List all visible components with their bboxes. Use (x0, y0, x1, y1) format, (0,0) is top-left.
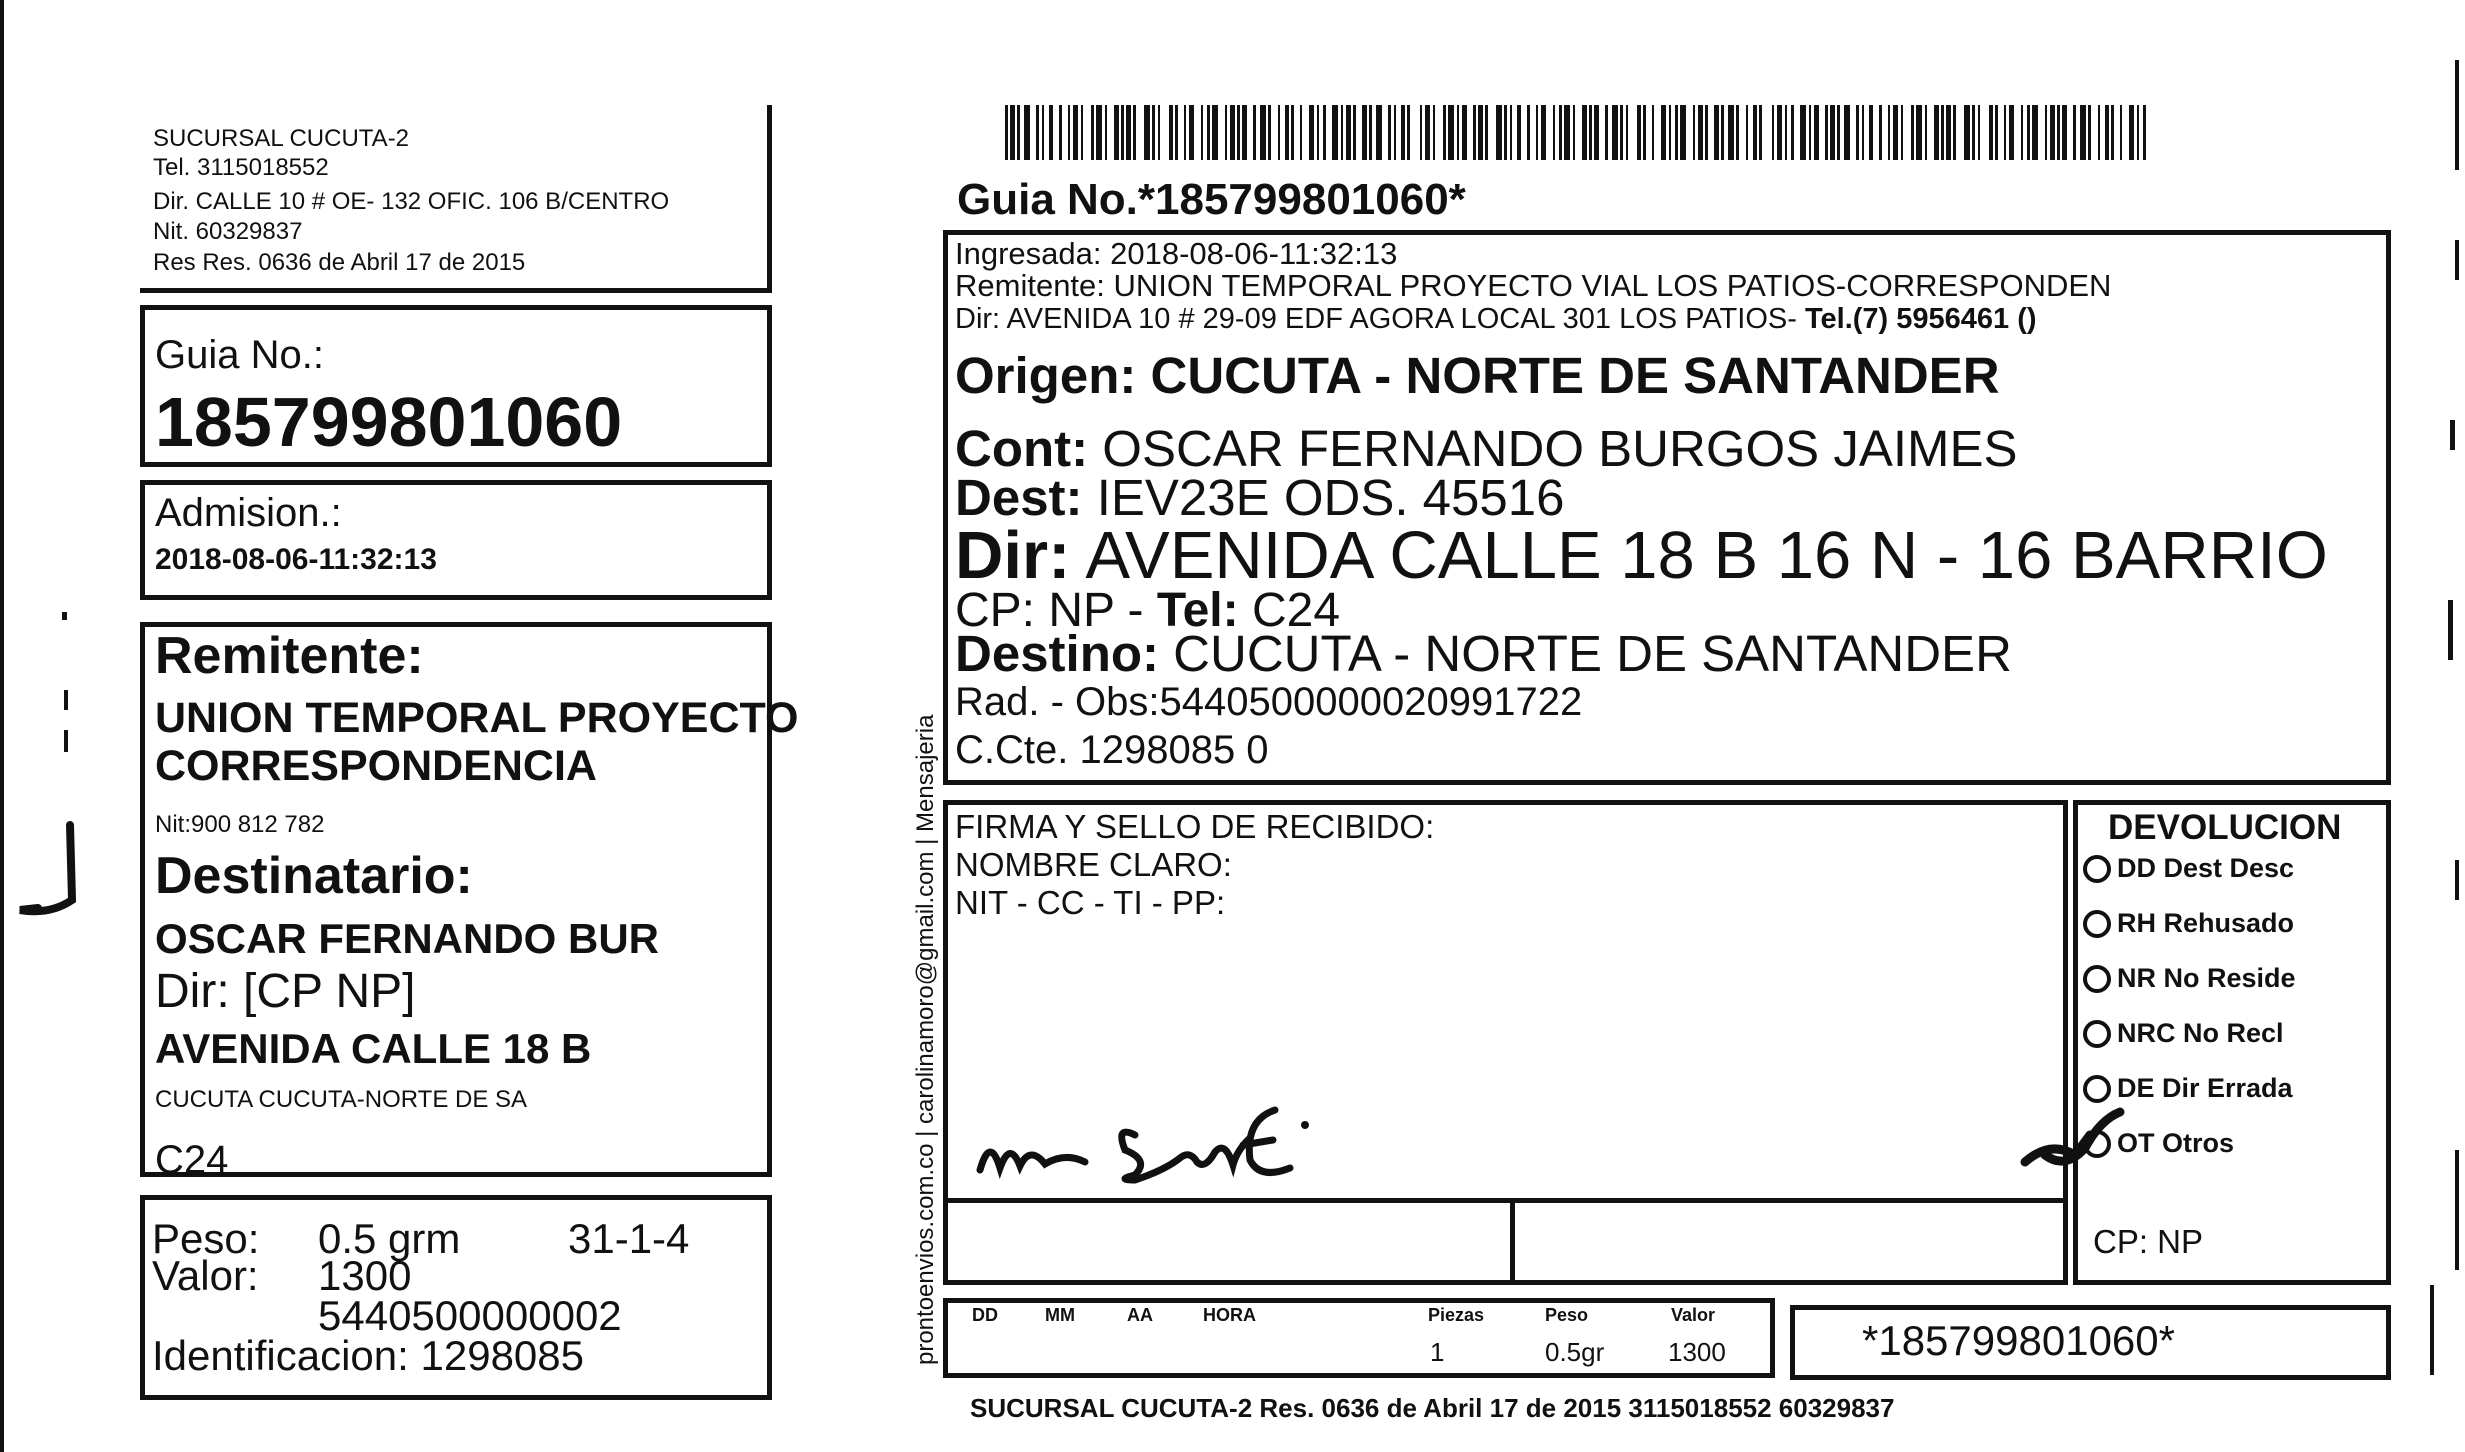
barcode-bar (1777, 105, 1782, 160)
barcode-bar (1753, 105, 1757, 160)
barcode-bar (2009, 105, 2014, 160)
remitente-label: Remitente: (155, 627, 424, 685)
barcode-bar (1964, 105, 1970, 160)
barcode-bar (1332, 105, 1338, 160)
destinatario-label: Destinatario: (155, 847, 473, 905)
barcode-bar (1714, 105, 1719, 160)
barcode-bar (1152, 105, 1155, 160)
left-edge-hook-icon (10, 820, 80, 930)
valor-value: 1300 (318, 1252, 412, 1299)
branch-res: Res Res. 0636 de Abril 17 de 2015 (153, 249, 526, 276)
barcode-bar (1582, 105, 1587, 160)
barcode-bar (1978, 105, 1980, 160)
barcode-bar (1879, 105, 1882, 160)
barcode-bar (1510, 105, 1512, 160)
barcode-bar (2143, 105, 2146, 160)
barcode-bar (2073, 105, 2076, 160)
barcode-bar (1564, 105, 1570, 160)
header-hora: HORA (1203, 1305, 1256, 1325)
barcode-bar (1341, 105, 1343, 160)
dir-value: AVENIDA CALLE 18 B 16 N - 16 BARRIO (1085, 518, 2328, 593)
barcode-bar (1527, 105, 1530, 160)
right-edge-mark-3 (2450, 420, 2455, 450)
barcode-bar (1669, 105, 1671, 160)
signature-split (1510, 1198, 1515, 1285)
barcode-bar (1485, 105, 1488, 160)
branch-dir: Dir. CALLE 10 # OE- 132 OFIC. 106 B/CENTRO (153, 188, 670, 215)
barcode-bar (1705, 105, 1708, 160)
barcode-bar (1911, 105, 1914, 160)
barcode-bar (2137, 105, 2139, 160)
barcode-bar (1941, 105, 1944, 160)
barcode-bar (1401, 105, 1405, 160)
vertical-contact-text: prontoenvios.com.co | carolinamoro@gmail.com | Mensajeria (912, 714, 939, 1365)
barcode-bar (1317, 105, 1319, 160)
guia-header: Guia No.*185799801060* (957, 175, 1466, 224)
barcode-bar (2111, 105, 2114, 160)
barcode-bar (1814, 105, 1819, 160)
barcode-bar (1091, 105, 1094, 160)
cont-label: Cont: (955, 420, 1089, 477)
barcode-bar (1925, 105, 1927, 160)
barcode-bar (1260, 105, 1266, 160)
barcode-bar (1652, 105, 1654, 160)
dest-line (955, 469, 1565, 526)
barcode-bar (1433, 105, 1435, 160)
barcode-bar (2021, 105, 2023, 160)
barcode-bar (1989, 105, 1993, 160)
origen: Origen: CUCUTA - NORTE DE SANTANDER (955, 347, 2000, 404)
reference-number: 5440500000002 (318, 1292, 622, 1339)
valor-table-value: 1300 (1668, 1337, 1726, 1367)
barcode-bar (2050, 105, 2055, 160)
guia-label: Guia No.: (155, 333, 324, 377)
cp-text: CP: NP - (955, 584, 1144, 637)
barcode-bar (2105, 105, 2109, 160)
right-edge-mark-7 (2430, 1285, 2434, 1375)
right-edge-mark-1 (2455, 60, 2459, 170)
barcode-bar (1728, 105, 1734, 160)
option-ot-label: OT Otros (2117, 1128, 2235, 1158)
left-edge-mark-2 (64, 690, 68, 710)
barcode-bar (1268, 105, 1271, 160)
barcode-bar (1394, 105, 1396, 160)
barcode-bar (1825, 105, 1828, 160)
barcode-bar (1448, 105, 1454, 160)
cont-value: OSCAR FERNANDO BURGOS JAIMES (1102, 420, 2018, 477)
barcode-bar (2088, 105, 2091, 160)
id-type-label: NIT - CC - TI - PP: (955, 884, 1226, 921)
barcode-bar (1809, 105, 1811, 160)
barcode-bar (1036, 105, 1039, 160)
barcode-bar (1541, 105, 1546, 160)
barcode-bar (1643, 105, 1646, 160)
barcode-bar (1504, 105, 1507, 160)
barcode-bar (1680, 105, 1686, 160)
barcode-bar (1024, 105, 1030, 160)
footer-text: SUCURSAL CUCUTA-2 Res. 0636 de Abril 17 de 2015 3115018552 60329837 (970, 1393, 1895, 1423)
header-piezas: Piezas (1428, 1305, 1485, 1325)
right-edge-mark-2 (2455, 240, 2459, 280)
devolucion-cp: CP: NP (2093, 1223, 2204, 1260)
option-dd-label: DD Dest Desc (2117, 853, 2295, 883)
barcode-bar (1946, 105, 1951, 160)
devolucion-title: DEVOLUCION (2108, 808, 2342, 847)
barcode-bar (1407, 105, 1410, 160)
destino-label: Destino: (955, 625, 1159, 682)
barcode-bar (1105, 105, 1107, 160)
dir-remitente-line (955, 305, 2037, 334)
tel-value: C24 (1251, 584, 1341, 637)
remitente-nit: Nit:900 812 782 (155, 811, 325, 838)
barcode-bar (1553, 105, 1555, 160)
peso-table-value: 0.5gr (1545, 1337, 1605, 1367)
barcode-bar (1856, 105, 1859, 160)
barcode-bar (1049, 105, 1053, 160)
barcode-bar (2004, 105, 2006, 160)
dest-value: IEV23E ODS. 45516 (1096, 469, 1565, 526)
destinatario-name: OSCAR FERNANDO BUR (155, 915, 659, 962)
right-edge-mark-6 (2455, 1150, 2459, 1270)
rad-obs: Rad. - Obs:5440500000020991722 (955, 680, 1583, 724)
option-nrc-label: NRC No Recl (2117, 1018, 2284, 1048)
barcode-bar (1746, 105, 1748, 160)
barcode-bar (1362, 105, 1367, 160)
barcode-bar (1042, 105, 1044, 160)
barcode-bar (1693, 105, 1695, 160)
barcode-bar (2062, 105, 2067, 160)
barcode-bar (1212, 105, 1218, 160)
barcode-bar (1005, 105, 1008, 160)
peso-label: Peso: (152, 1215, 260, 1262)
barcode-bar (1620, 105, 1623, 160)
barcode-bar (1800, 105, 1806, 160)
guia-number: 185799801060 (155, 383, 623, 461)
barcode-bar (1901, 105, 1903, 160)
barcode-bar (1837, 105, 1840, 160)
remitente-line1: UNION TEMPORAL PROYECTO (155, 694, 799, 742)
barcode-bar (1893, 105, 1898, 160)
barcode-bar (1207, 105, 1210, 160)
dest-label: Dest: (955, 469, 1083, 526)
barcode-bar (1353, 105, 1356, 160)
barcode-bar (1785, 105, 1787, 160)
barcode-bar (1388, 105, 1391, 160)
radio-dd[interactable] (2083, 855, 2111, 883)
barcode-bar (2057, 105, 2060, 160)
barcode-bar (1369, 105, 1372, 160)
barcode-bar (2045, 105, 2047, 160)
barcode-bar (1081, 105, 1083, 160)
signature-divider (943, 1198, 2068, 1203)
admision-value: 2018-08-06-11:32:13 (155, 543, 437, 576)
checkmark-scribble-icon (2020, 1100, 2130, 1180)
barcode-bar (1175, 105, 1178, 160)
barcode-bar (1462, 105, 1467, 160)
barcode-bar (1237, 105, 1240, 160)
right-edge-mark-4 (2448, 600, 2453, 660)
barcode-bar (1736, 105, 1739, 160)
radio-nrc[interactable] (2083, 1020, 2111, 1048)
right-edge-mark-5 (2455, 860, 2459, 900)
barcode-bar (1772, 105, 1774, 160)
barcode-bar (1791, 105, 1794, 160)
destinatario-city: CUCUTA CUCUTA-NORTE DE SA (155, 1086, 528, 1113)
barcode-bar (1346, 105, 1351, 160)
identificacion: Identificacion: 1298085 (152, 1332, 584, 1379)
barcode-bar (1096, 105, 1102, 160)
branch-tel: Tel. 3115018552 (153, 154, 329, 181)
destino-value: CUCUTA - NORTE DE SANTANDER (1173, 625, 2012, 682)
radio-nr[interactable] (2083, 965, 2111, 993)
destinatario-code: C24 (155, 1138, 229, 1182)
barcode-bar (1478, 105, 1483, 160)
destinatario-street: AVENIDA CALLE 18 B (155, 1025, 592, 1072)
barcode-bar (1189, 105, 1194, 160)
barcode-bar (1626, 105, 1628, 160)
barcode-bar (1059, 105, 1062, 160)
barcode-bar (1698, 105, 1703, 160)
barcode-bar (1300, 105, 1302, 160)
remitente-line2: CORRESPONDENCIA (155, 742, 597, 790)
tel-label: Tel: (1156, 584, 1239, 637)
barcode-bar (2120, 105, 2122, 160)
destino-line (955, 625, 2012, 682)
barcode-bar (2027, 105, 2030, 160)
handwritten-signature (975, 1080, 1435, 1190)
barcode-bar (2080, 105, 2086, 160)
barcode-bar (1121, 105, 1124, 160)
devolucion-option-nrc[interactable] (2083, 1018, 2284, 1049)
barcode-bar (1169, 105, 1173, 160)
barcode-top (1005, 105, 2155, 160)
barcode-bar (1473, 105, 1476, 160)
piezas-value: 1 (1430, 1337, 1445, 1367)
barcode-bar (1637, 105, 1641, 160)
peso-value: 0.5 grm (318, 1215, 461, 1262)
cont-line (955, 420, 2018, 477)
barcode-bar (1995, 105, 1998, 160)
header-peso: Peso (1545, 1305, 1589, 1325)
radio-de[interactable] (2083, 1075, 2111, 1103)
barcode-bar (1184, 105, 1186, 160)
barcode-bar (2098, 105, 2100, 160)
barcode-bar (1068, 105, 1070, 160)
barcode-bar (1972, 105, 1975, 160)
barcode-text: *185799801060* (1862, 1317, 2175, 1364)
barcode-bar (1285, 105, 1289, 160)
barcode-bar (1133, 105, 1136, 160)
barcode-bar (1201, 105, 1203, 160)
barcode-bar (1253, 105, 1256, 160)
barcode-bar (1661, 105, 1666, 160)
branch-nit: Nit. 60329837 (153, 218, 303, 245)
dir-line (955, 518, 2328, 593)
radio-rh[interactable] (2083, 910, 2111, 938)
option-nr-label: NR No Reside (2117, 963, 2296, 993)
dir-remitente: Dir: AVENIDA 10 # 29-09 EDF AGORA LOCAL 301 LOS PATIOS- (955, 303, 1797, 335)
barcode-bar (1559, 105, 1562, 160)
branch-name: SUCURSAL CUCUTA-2 (153, 125, 410, 152)
valor-label: Valor: (152, 1252, 259, 1299)
header-mm: MM (1045, 1305, 1075, 1325)
barcode-bar (1457, 105, 1459, 160)
barcode-bar (1844, 105, 1850, 160)
barcode-bar (1573, 105, 1575, 160)
remitente-full: Remitente: UNION TEMPORAL PROYECTO VIAL LOS PATIOS-CORRESPONDEN (955, 268, 2112, 303)
barcode-bar (1517, 105, 1521, 160)
barcode-bar (1225, 105, 1227, 160)
nombre-label: NOMBRE CLARO: (955, 846, 1232, 883)
barcode-bar (1242, 105, 1247, 160)
dir-label: Dir: (955, 518, 1071, 593)
barcode-bar (1888, 105, 1890, 160)
barcode-bar (1869, 105, 1873, 160)
barcode-bar (1144, 105, 1150, 160)
barcode-bar (1420, 105, 1422, 160)
barcode-bar (1291, 105, 1294, 160)
barcode-bar (1309, 105, 1314, 160)
left-edge-mark-3 (64, 730, 68, 752)
header-valor: Valor (1671, 1305, 1716, 1325)
barcode-bar (1126, 105, 1131, 160)
ingresada: Ingresada: 2018-08-06-11:32:13 (955, 236, 1398, 271)
barcode-bar (1278, 105, 1280, 160)
destinatario-dir: Dir: [CP NP] (155, 965, 416, 1018)
barcode-bar (1017, 105, 1020, 160)
barcode-bar (1114, 105, 1119, 160)
barcode-bar (1425, 105, 1430, 160)
left-edge-line (0, 0, 4, 1452)
barcode-bar (1612, 105, 1618, 160)
barcode-bar (1721, 105, 1724, 160)
admision-label: Admision.: (155, 491, 342, 535)
devolucion-option-nr[interactable] (2083, 963, 2296, 994)
barcode-bar (1594, 105, 1599, 160)
barcode-bar (1536, 105, 1538, 160)
barcode-bar (1073, 105, 1078, 160)
barcode-bar (1675, 105, 1678, 160)
route-code: 31-1-4 (568, 1215, 690, 1262)
option-de-label: DE Dir Errada (2117, 1073, 2293, 1103)
tel-remitente: Tel.(7) 5956461 () (1804, 303, 2037, 335)
barcode-bar (1323, 105, 1326, 160)
barcode-bar (1862, 105, 1864, 160)
barcode-bar (1916, 105, 1922, 160)
barcode-bar (1589, 105, 1592, 160)
firma-label: FIRMA Y SELLO DE RECIBIDO: (955, 808, 1435, 845)
cuenta-corriente: C.Cte. 1298085 0 (955, 728, 1269, 772)
devolucion-option-dd[interactable] (2083, 853, 2294, 884)
barcode-bar (2129, 105, 2134, 160)
header-aa: AA (1127, 1305, 1153, 1325)
barcode-bar (1759, 105, 1762, 160)
header-dd: DD (972, 1305, 998, 1325)
option-rh-label: RH Rehusado (2117, 908, 2295, 938)
barcode-bar (1158, 105, 1160, 160)
barcode-bar (1230, 105, 1235, 160)
barcode-bar (2032, 105, 2038, 160)
left-edge-mark-1 (62, 612, 67, 620)
barcode-bar (1605, 105, 1608, 160)
barcode-bar (1496, 105, 1502, 160)
devolucion-option-rh[interactable] (2083, 908, 2294, 939)
barcode-bar (1443, 105, 1446, 160)
barcode-bar (1953, 105, 1956, 160)
barcode-bar (1010, 105, 1015, 160)
barcode-bar (1830, 105, 1835, 160)
barcode-bar (1934, 105, 1939, 160)
barcode-bar (1376, 105, 1382, 160)
